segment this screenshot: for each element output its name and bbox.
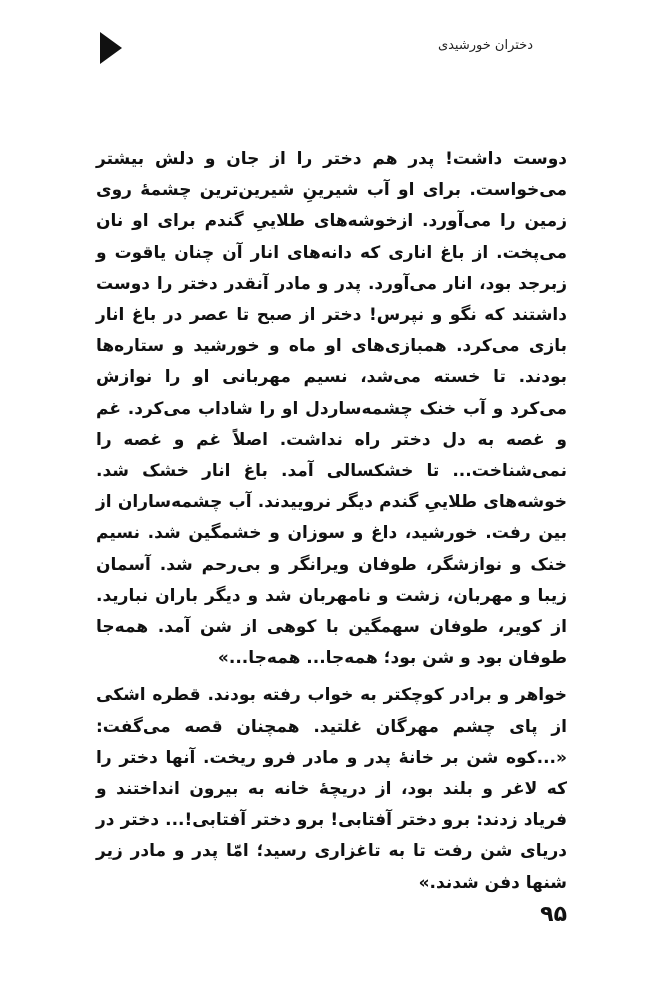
triangle-right-icon <box>100 32 122 64</box>
body-text <box>96 144 567 899</box>
page-header <box>100 30 563 70</box>
running-title: دختران خورشیدی <box>437 38 533 53</box>
paragraph: خواهر و برادر کوچکتر به خواب رفته بودند. قطره اشکی از پای چشم مهرگان غلتید. همچنان قصه می‌گفت: «...کوه شن بر خانهٔ پدر و مادر فرو ریخت. آنها دختر را که لاغر و بلند بود، از دریچهٔ خانه به بیرون انداختند و فریاد زدند: برو دختر آفتابی! برو دختر آفتابی!... دختر در دریای شن رفت تا به تاغزاری رسید؛ امّا پدر و مادر زیر شنها دفن شدند.» <box>96 685 567 893</box>
paragraph: دوست داشت! پدر هم دختر را از جان و دلش بیشتر می‌خواست. برای او آب شیرینِ شیرین‌ترین چشمهٔ روی زمین را می‌آورد. ازخوشه‌های طلاییِ گندم برای او نان می‌پخت. از باغ اناری که دانه‌های انار آن چنان یاقوت و زبرجد بود، انار می‌آورد. پدر و مادر آنقدر دختر را دوست داشتند که نگو و نپرس! دختر از صبح تا عصر در باغ انار بازی می‌کرد. همبازی‌های او ماه و خورشید و ستاره‌ها بودند. تا خسته می‌شد، نسیم مهربانی او را نوازش می‌کرد و آب خنک چشمه‌ساردل او را شاداب می‌کرد. غم و غصه به دل دختر راه نداشت. اصلاً غم و غصه را نمی‌شناخت... تا خشکسالی آمد. باغ انار خشک شد. خوشه‌های طلاییِ گندم دیگر نروییدند. آب چشمه‌ساران از بین رفت. خورشید، داغ و سوزان و خشمگین شد. نسیم خنک و نوازشگر، طوفان ویرانگر و بی‌رحم شد. آسمان زیبا و مهربان، زشت و نامهربان شد و دیگر باران نبارید. از کویر، طوفان سهمگین با کوهی از شن آمد. همه‌جا طوفان بود و شن بود؛ همه‌جا... همه‌جا...» <box>96 149 567 669</box>
page-number: ۹۵ <box>540 902 567 927</box>
